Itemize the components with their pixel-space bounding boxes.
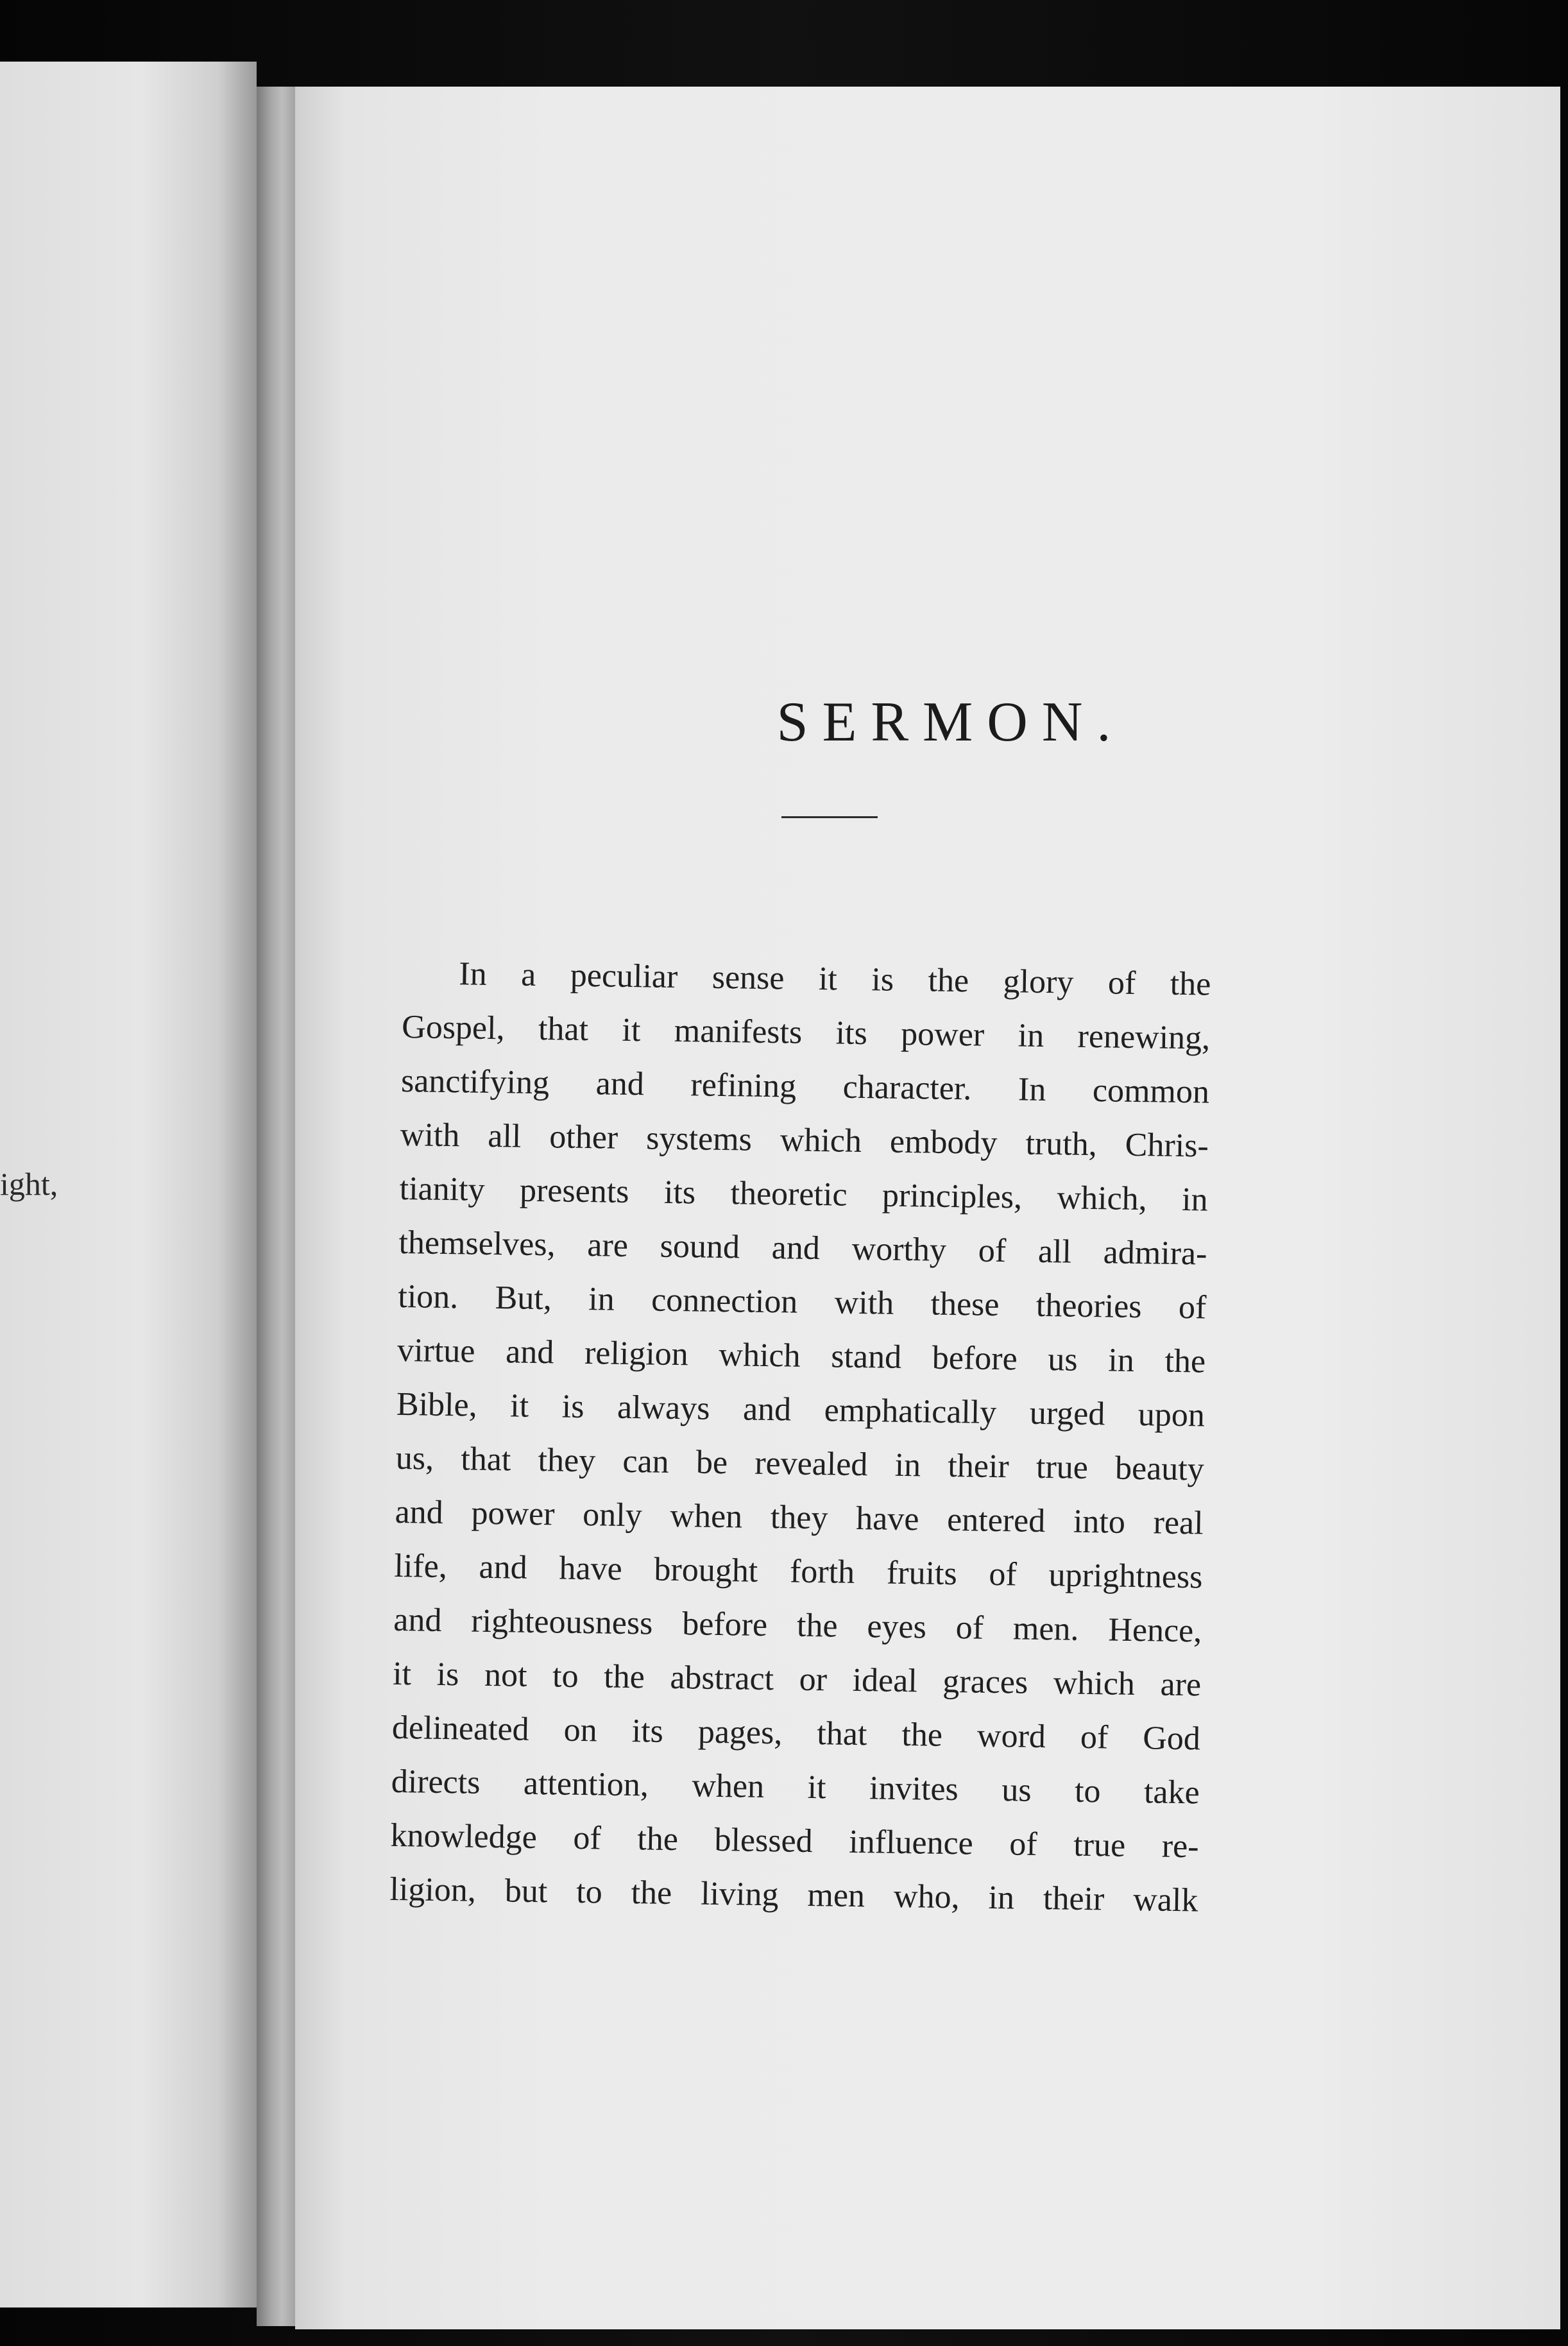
- left-page-text-fragment: ight,: [0, 1166, 58, 1202]
- text-line: tion. But, in connection with these theories of: [397, 1278, 1207, 1326]
- right-page: [295, 87, 1560, 2329]
- title-divider: [781, 816, 878, 818]
- text-line: knowledge of the blessed influence of true re-: [390, 1817, 1199, 1865]
- text-line: ligion, but to the living men who, in their walk: [389, 1871, 1198, 1919]
- left-page: [0, 62, 257, 2307]
- text-line: Gospel, that it manifests its power in renewing,: [401, 1008, 1211, 1057]
- text-line: life, and have brought forth fruits of uprightness: [394, 1547, 1203, 1596]
- text-line: sanctifying and refining character. In common: [400, 1062, 1210, 1111]
- text-line: with all other systems which embody truth, Chris-: [400, 1116, 1209, 1165]
- text-line: and righteousness before the eyes of men. Hence,: [393, 1601, 1202, 1650]
- text-line: directs attention, when it invites us to take: [391, 1763, 1200, 1811]
- page-title: SERMON.: [776, 691, 1125, 753]
- text-line: Bible, it is always and emphatically urged upon: [396, 1385, 1206, 1434]
- text-line: delineated on its pages, that the word of God: [391, 1709, 1201, 1758]
- text-line: us, that they can be revealed in their true beauty: [395, 1439, 1205, 1488]
- text-line: tianity presents its theoretic principles, which, in: [399, 1170, 1209, 1219]
- book-gutter: [257, 87, 299, 2326]
- text-line: virtue and religion which stand before us in the: [396, 1331, 1206, 1380]
- text-line: it is not to the abstract or ideal graces which are: [392, 1655, 1202, 1704]
- text-line: themselves, are sound and worthy of all admira-: [398, 1224, 1207, 1272]
- body-paragraph: [389, 946, 1211, 1928]
- text-line: and power only when they have entered into real: [395, 1493, 1204, 1542]
- text-line: In a peculiar sense it is the glory of the: [459, 955, 1211, 1003]
